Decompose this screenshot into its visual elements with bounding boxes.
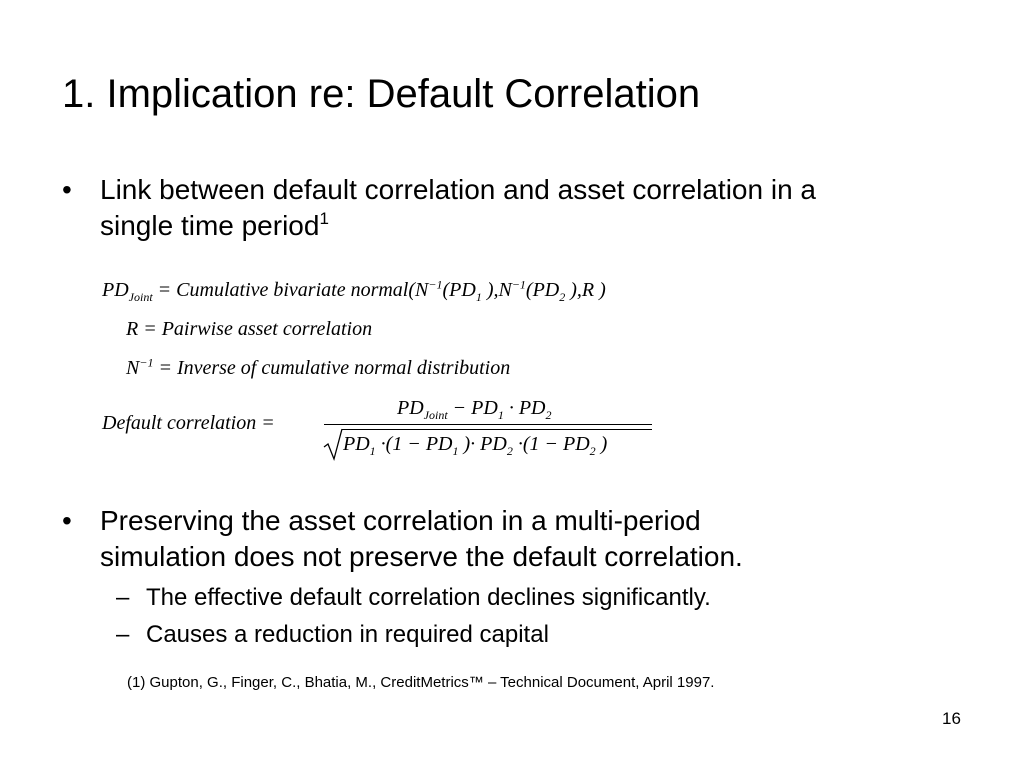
- den-sub: 2: [506, 444, 513, 458]
- den-sub: 1: [369, 444, 376, 458]
- sub-bullet-marker: –: [116, 584, 130, 611]
- formula-default-correlation-lhs: Default correlation =: [102, 412, 275, 434]
- slide-title: 1. Implication re: Default Correlation: [62, 72, 701, 116]
- sub-bullet-text: Causes a reduction in required capital: [146, 621, 549, 648]
- den-d: ·(1 − PD: [512, 433, 590, 455]
- formula-pd-joint: [102, 278, 606, 302]
- formula-sup: −1: [511, 277, 526, 292]
- num-sub: 2: [545, 408, 552, 422]
- formula-sub-joint: Joint: [128, 290, 153, 304]
- formula-numerator: [397, 396, 552, 420]
- den-c: )· PD: [458, 433, 507, 455]
- formula-pd-joint-rhs-c: ),N: [481, 279, 512, 301]
- formula-sup: −1: [428, 277, 443, 292]
- sub-bullet-text: The effective default correlation declines significantly.: [146, 584, 711, 611]
- formula-denominator: [343, 432, 607, 456]
- formula-pd-joint-rhs-d: (PD: [525, 279, 560, 301]
- sqrt-overline: [342, 429, 652, 430]
- footnote-reference: 1: [319, 209, 329, 228]
- bullet-text: [100, 503, 743, 575]
- bullet-text: [100, 172, 816, 244]
- den-sub: 1: [452, 444, 459, 458]
- bullet-marker: •: [62, 505, 72, 536]
- formula-pd-joint-rhs-e: ),R ): [565, 279, 606, 301]
- formula-pd-joint-lhs: PD: [102, 279, 129, 301]
- den-e: ): [595, 433, 608, 455]
- bullet-line-2: [100, 208, 816, 244]
- formula-n-lhs: N: [126, 357, 140, 379]
- footnote-citation: (1) Gupton, G., Finger, C., Bhatia, M., CreditMetrics™ – Technical Document, April 1997.: [127, 674, 715, 691]
- bullet-line-1: Link between default correlation and asset correlation in a: [100, 174, 816, 205]
- num-b: − PD: [447, 397, 498, 419]
- formula-n-rhs: = Inverse of cumulative normal distribution: [153, 357, 511, 379]
- num-sub: Joint: [423, 408, 448, 422]
- bullet-line-2: simulation does not preserve the default correlation.: [100, 541, 743, 572]
- den-a: PD: [343, 433, 370, 455]
- square-root-icon: [322, 427, 342, 461]
- bullet-marker: •: [62, 174, 72, 205]
- formula-sub: 2: [559, 290, 566, 304]
- fraction-line: [324, 424, 652, 425]
- num-c: · PD: [503, 397, 546, 419]
- formula-sup: −1: [139, 355, 154, 370]
- sub-bullet-marker: –: [116, 621, 130, 648]
- num-a: PD: [397, 397, 424, 419]
- page-number: 16: [942, 709, 961, 728]
- bullet-line-2-text: single time period: [100, 210, 320, 241]
- formula-pd-joint-rhs-a: = Cumulative bivariate normal(N: [157, 279, 429, 301]
- formula-pd-joint-rhs-b: (PD: [442, 279, 476, 301]
- formula-n-inverse: [126, 356, 510, 380]
- formula-r-definition: R = Pairwise asset correlation: [126, 318, 373, 340]
- den-sub: 2: [589, 444, 596, 458]
- den-b: ·(1 − PD: [375, 433, 453, 455]
- bullet-line-1: Preserving the asset correlation in a multi-period: [100, 505, 701, 536]
- formula-sub: 1: [475, 290, 482, 304]
- num-sub: 1: [497, 408, 504, 422]
